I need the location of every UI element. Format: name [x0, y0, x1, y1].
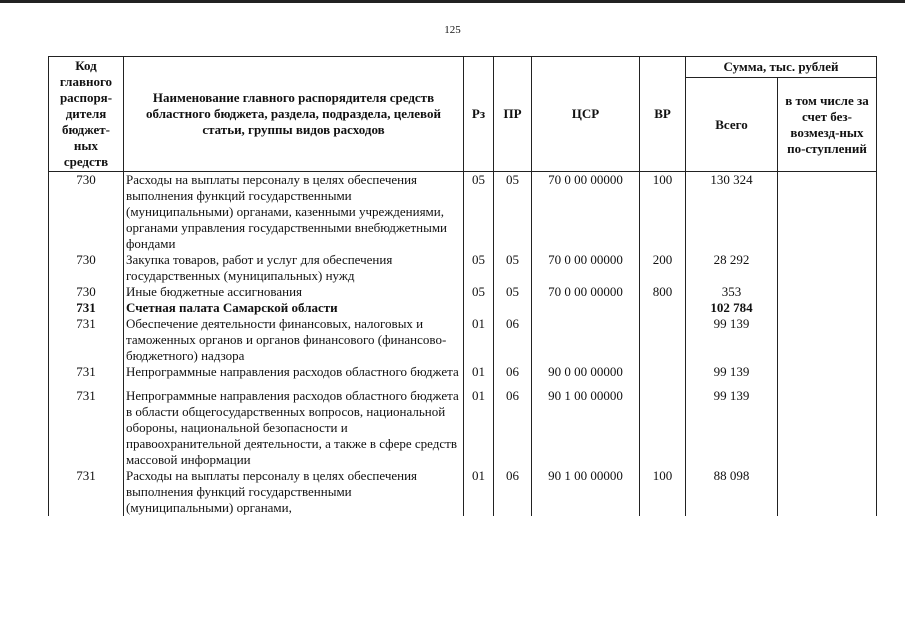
cell-free — [778, 468, 877, 516]
cell-rz: 05 — [464, 172, 494, 253]
budget-table — [48, 56, 877, 516]
cell-pr: 06 — [494, 364, 532, 388]
cell-code: 730 — [49, 172, 124, 253]
table-row — [49, 172, 877, 253]
top-border-line — [0, 0, 905, 3]
cell-rz — [464, 300, 494, 316]
cell-csr — [532, 300, 640, 316]
cell-code: 730 — [49, 284, 124, 300]
cell-vr — [640, 388, 686, 468]
cell-name: Обеспечение деятельности финансовых, налоговых и таможенных органов и органов финансового (финансово-бюджетного) надзора — [124, 316, 464, 364]
cell-csr: 70 0 00 00000 — [532, 284, 640, 300]
cell-code: 731 — [49, 468, 124, 516]
header-csr: ЦСР — [532, 57, 640, 172]
cell-total: 130 324 — [686, 172, 778, 253]
cell-name: Закупка товаров, работ и услуг для обеспечения государственных (муниципальных) нужд — [124, 252, 464, 284]
cell-vr — [640, 300, 686, 316]
cell-total: 88 098 — [686, 468, 778, 516]
cell-vr: 100 — [640, 468, 686, 516]
cell-pr — [494, 300, 532, 316]
cell-total: 102 784 — [686, 300, 778, 316]
cell-rz: 01 — [464, 364, 494, 388]
cell-name: Расходы на выплаты персоналу в целях обеспечения выполнения функций государственными (муниципальными) органами, казенными учреждениями, органами управления государственными внебюджетными фондами — [124, 172, 464, 253]
table-row — [49, 468, 877, 516]
header-sum: Сумма, тыс. рублей — [686, 57, 877, 78]
cell-name: Счетная палата Самарской области — [124, 300, 464, 316]
table-row — [49, 252, 877, 284]
cell-free — [778, 316, 877, 364]
cell-vr — [640, 316, 686, 364]
cell-name: Непрограммные направления расходов областного бюджета — [124, 364, 464, 388]
cell-free — [778, 364, 877, 388]
cell-total: 28 292 — [686, 252, 778, 284]
table-row — [49, 388, 877, 468]
header-pr: ПР — [494, 57, 532, 172]
cell-csr: 90 1 00 00000 — [532, 388, 640, 468]
cell-vr: 800 — [640, 284, 686, 300]
cell-free — [778, 388, 877, 468]
header-total: Всего — [686, 78, 778, 172]
cell-free — [778, 172, 877, 253]
cell-csr: 90 1 00 00000 — [532, 468, 640, 516]
cell-rz: 05 — [464, 252, 494, 284]
cell-rz: 01 — [464, 316, 494, 364]
table-row — [49, 300, 877, 316]
table-row — [49, 284, 877, 300]
cell-pr: 05 — [494, 284, 532, 300]
cell-rz: 01 — [464, 388, 494, 468]
cell-rz: 01 — [464, 468, 494, 516]
table-body — [49, 172, 877, 517]
cell-csr: 90 0 00 00000 — [532, 364, 640, 388]
cell-pr: 06 — [494, 468, 532, 516]
cell-code: 731 — [49, 300, 124, 316]
cell-total: 99 139 — [686, 388, 778, 468]
cell-name: Расходы на выплаты персоналу в целях обеспечения выполнения функций государственными (муниципальными) органами, — [124, 468, 464, 516]
cell-code: 731 — [49, 388, 124, 468]
cell-vr: 200 — [640, 252, 686, 284]
cell-vr — [640, 364, 686, 388]
header-free: в том числе за счет без-возмезд-ных по-ступлений — [778, 78, 877, 172]
cell-pr: 06 — [494, 316, 532, 364]
cell-total: 99 139 — [686, 316, 778, 364]
cell-rz: 05 — [464, 284, 494, 300]
cell-free — [778, 252, 877, 284]
header-rz: Рз — [464, 57, 494, 172]
cell-pr: 05 — [494, 172, 532, 253]
cell-code: 731 — [49, 316, 124, 364]
page-number: 125 — [444, 24, 461, 36]
header-name: Наименование главного распорядителя средств областного бюджета, раздела, подраздела, целевой статьи, группы видов расходов — [124, 57, 464, 172]
table-row — [49, 364, 877, 388]
cell-csr: 70 0 00 00000 — [532, 252, 640, 284]
cell-pr: 06 — [494, 388, 532, 468]
cell-csr — [532, 316, 640, 364]
cell-free — [778, 300, 877, 316]
cell-total: 353 — [686, 284, 778, 300]
cell-name: Иные бюджетные ассигнования — [124, 284, 464, 300]
cell-name: Непрограммные направления расходов областного бюджета в области общегосударственных вопросов, национальной обороны, национальной безопасности и правоохранительной деятельности, а также в сфере средств массовой информации — [124, 388, 464, 468]
header-code: Код главного распоря-дителя бюджет-ных средств — [49, 57, 124, 172]
cell-total: 99 139 — [686, 364, 778, 388]
cell-free — [778, 284, 877, 300]
cell-vr: 100 — [640, 172, 686, 253]
header-vr: ВР — [640, 57, 686, 172]
table-row — [49, 316, 877, 364]
cell-csr: 70 0 00 00000 — [532, 172, 640, 253]
cell-code: 730 — [49, 252, 124, 284]
cell-code: 731 — [49, 364, 124, 388]
cell-pr: 05 — [494, 252, 532, 284]
